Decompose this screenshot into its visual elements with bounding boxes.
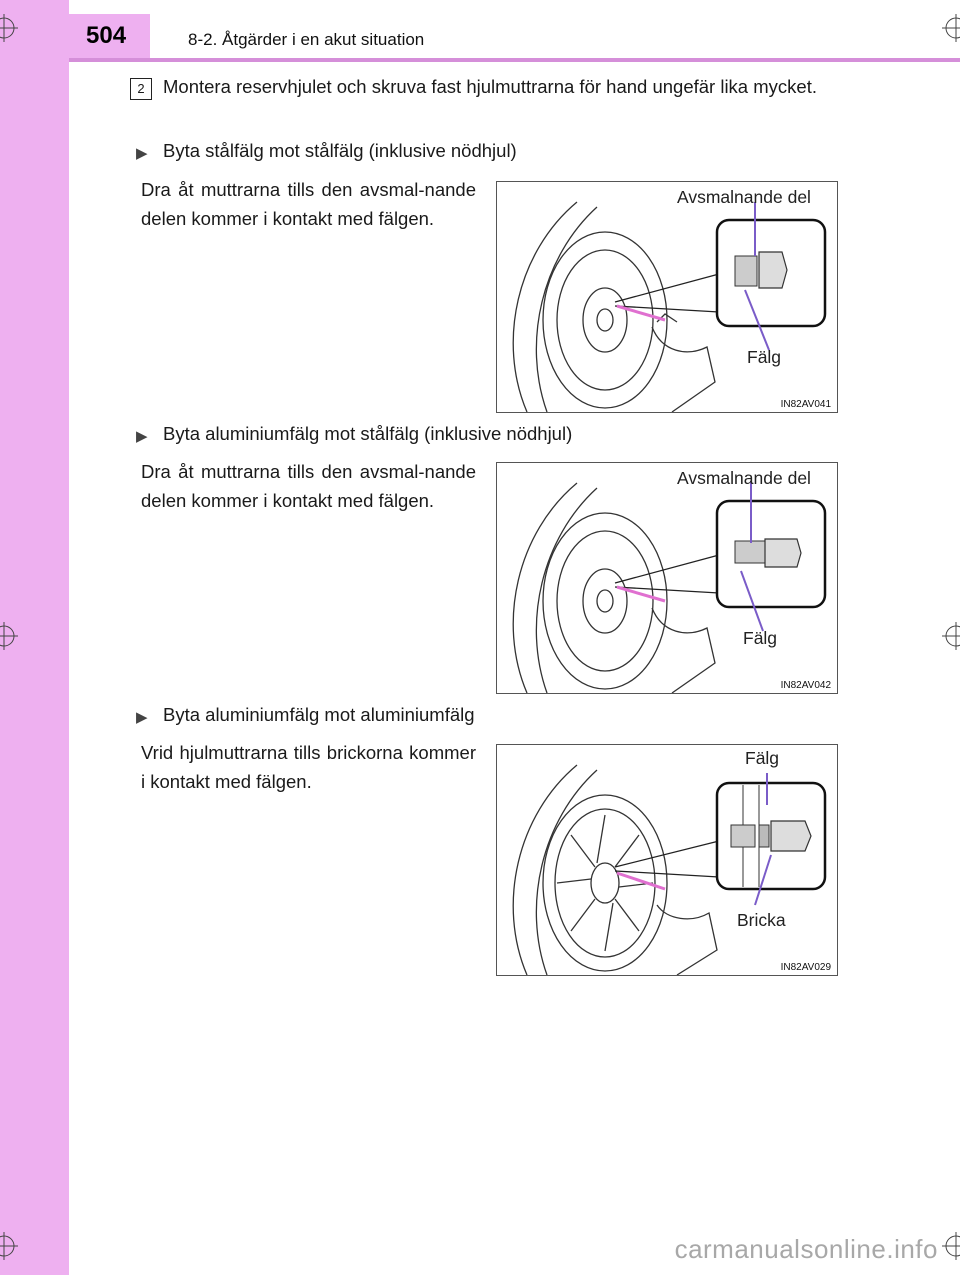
label-tapered-part: Avsmalnande del: [677, 187, 811, 207]
label-rim: Fälg: [745, 748, 780, 768]
figure-alu-to-steel: [496, 462, 838, 694]
figure-code: IN82AV041: [780, 399, 831, 410]
wheel-nut-illustration: [497, 182, 837, 412]
page-number: 504: [86, 22, 127, 49]
step-number-box: 2: [130, 78, 152, 100]
section-2-body: Dra åt muttrarna tills den avsmal-nande delen kommer i kontakt med fälgen.: [141, 461, 476, 511]
label-rim: Fälg: [747, 347, 782, 367]
figure-steel-to-steel: [496, 181, 838, 413]
section-1-body: Dra åt muttrarna tills den avsmal-nande delen kommer i kontakt med fälgen.: [141, 179, 476, 229]
section-3-heading: Byta aluminiumfälg mot aluminiumfälg: [163, 704, 475, 725]
label-rim: Fälg: [743, 628, 778, 648]
section-1-heading: Byta stålfälg mot stålfälg (inklusive nödhjul): [163, 140, 517, 161]
triangle-right-icon: ▶: [136, 428, 148, 445]
header-rule: [69, 58, 960, 62]
sidebar-tab: [0, 0, 69, 1275]
label-washer: Bricka: [737, 910, 786, 930]
wheel-nut-illustration: [497, 745, 837, 975]
figure-code: IN82AV042: [780, 680, 831, 691]
figure-alu-to-alu: [496, 744, 838, 976]
section-3-body: Vrid hjulmuttrarna tills brickorna kommer i kontakt med fälgen.: [141, 742, 476, 792]
triangle-right-icon: ▶: [136, 709, 148, 726]
wheel-nut-illustration: [497, 463, 837, 693]
step-instruction: Montera reservhjulet och skruva fast hjulmuttrarna för hand ungefär lika mycket.: [163, 76, 817, 97]
figure-code: IN82AV029: [780, 962, 831, 973]
section-2-heading: Byta aluminiumfälg mot stålfälg (inklusive nödhjul): [163, 423, 573, 444]
triangle-right-icon: ▶: [136, 145, 148, 162]
label-tapered-part: Avsmalnande del: [677, 468, 811, 488]
watermark: carmanualsonline.info: [674, 1234, 938, 1264]
section-title: 8-2. Åtgärder i en akut situation: [188, 30, 425, 49]
